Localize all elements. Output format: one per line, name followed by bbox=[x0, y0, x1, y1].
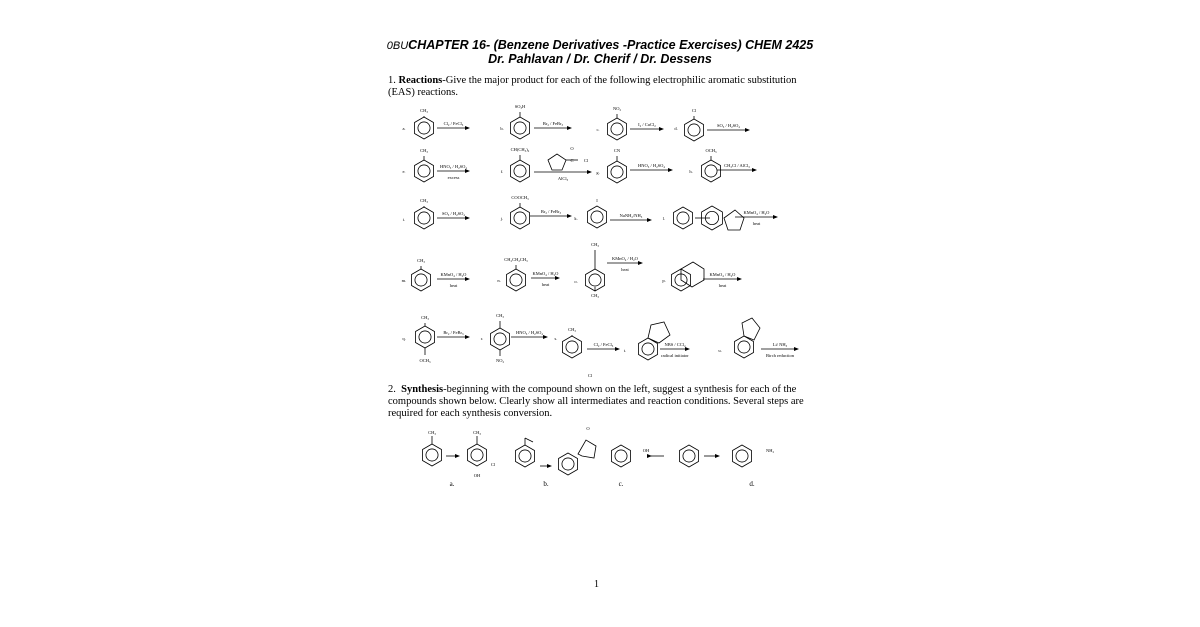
reaction-k-ring bbox=[588, 206, 607, 228]
q2-heading: Synthesis bbox=[401, 384, 444, 395]
aromatic-circle bbox=[688, 124, 700, 136]
reaction-r-reagent: HNO₃ / H₂SO₄ bbox=[516, 330, 543, 335]
aromatic-circle bbox=[514, 212, 526, 224]
reaction-d-substituent: Cl bbox=[691, 108, 697, 113]
ring-outline bbox=[416, 326, 435, 348]
reaction-p-letter: p. bbox=[662, 278, 666, 283]
reaction-q-ring bbox=[416, 326, 435, 348]
reaction-u-ring bbox=[735, 336, 754, 358]
arrow-head bbox=[615, 347, 620, 351]
reaction-u-letter: u. bbox=[718, 348, 722, 353]
arrow-head bbox=[638, 261, 643, 265]
reaction-a-reagent: Cl₂ / FeCl₃ bbox=[443, 121, 464, 126]
reaction-q-substituent: CH₃ bbox=[421, 315, 429, 320]
synthesis-a-start-substituent: CH₃ bbox=[428, 430, 436, 435]
synthesis-d-arrow bbox=[704, 454, 720, 458]
reaction-t-letter: t. bbox=[623, 348, 627, 353]
q1-number: 1. bbox=[388, 75, 396, 86]
arrow-head bbox=[668, 168, 673, 172]
reaction-f-ring bbox=[511, 160, 530, 182]
reaction-h-ring bbox=[702, 160, 721, 182]
synthesis-letter-b: b. bbox=[543, 480, 549, 488]
reaction-h-letter: h. bbox=[689, 169, 693, 174]
reaction-t-arrow bbox=[660, 347, 690, 351]
arrow-head bbox=[715, 454, 720, 458]
reaction-d-ring bbox=[685, 119, 704, 141]
reaction-j-ring bbox=[511, 207, 530, 229]
reaction-p-reagent: KMnO₄ / H₂O bbox=[709, 272, 736, 277]
aromatic-circle bbox=[642, 343, 654, 355]
reaction-g-substituent: CN bbox=[613, 148, 621, 153]
aromatic-circle bbox=[677, 212, 689, 224]
reaction-f-cyclopentane bbox=[548, 154, 566, 170]
reaction-b-ring bbox=[511, 117, 530, 139]
ring-outline bbox=[468, 444, 487, 466]
title-prefix: 0BU bbox=[386, 40, 409, 52]
reaction-a-substituent: CH₃ bbox=[420, 108, 428, 113]
arrow-head bbox=[647, 218, 652, 222]
ring-outline bbox=[516, 445, 535, 467]
reaction-o-bottom-substituent: CH₃ bbox=[591, 293, 599, 298]
arrow-head bbox=[659, 127, 664, 131]
reaction-g-letter: g. bbox=[596, 170, 600, 175]
reaction-g-ring bbox=[608, 161, 627, 183]
aromatic-circle bbox=[419, 331, 431, 343]
aromatic-circle bbox=[426, 449, 438, 461]
arrow-head bbox=[685, 347, 690, 351]
synthesis-b-norbornene bbox=[578, 440, 596, 458]
aromatic-circle bbox=[705, 165, 717, 177]
reaction-r-ring bbox=[491, 328, 510, 350]
q2-number: 2. bbox=[388, 384, 396, 395]
reaction-r-arrow bbox=[511, 335, 548, 339]
reaction-d-letter: d. bbox=[674, 126, 678, 131]
reaction-j-arrow bbox=[530, 214, 572, 218]
reaction-m-substituent: CH₃ bbox=[417, 258, 425, 263]
reaction-s-ring bbox=[563, 336, 582, 358]
reaction-f-arrow bbox=[534, 170, 592, 174]
ring-outline bbox=[559, 453, 578, 475]
reaction-p-arrow bbox=[703, 277, 742, 281]
arrow-head bbox=[773, 215, 778, 219]
reaction-q-letter: q. bbox=[402, 336, 406, 341]
reaction-f-letter: f. bbox=[500, 169, 504, 174]
synthesis-a-arrow bbox=[446, 454, 460, 458]
aromatic-circle bbox=[562, 458, 574, 470]
aromatic-circle bbox=[514, 165, 526, 177]
reaction-g-arrow bbox=[630, 168, 673, 172]
reaction-u-fused-ring bbox=[742, 318, 760, 340]
reaction-q-bottom-substituent: OCH₃ bbox=[419, 358, 431, 363]
reaction-s-arrow bbox=[587, 347, 620, 351]
reaction-s-chloride: Cl bbox=[587, 373, 593, 378]
reaction-l-condition: heat bbox=[752, 221, 761, 226]
ring-outline bbox=[511, 207, 530, 229]
reaction-i-reagent: SO₃ / H₂SO₄ bbox=[442, 211, 465, 216]
reaction-e-substituent: CH₃ bbox=[420, 148, 428, 153]
reaction-p-fused-ring bbox=[681, 262, 704, 287]
synthesis-b-arrow bbox=[540, 464, 552, 468]
reaction-h-arrow bbox=[717, 168, 757, 172]
q1-text: -Give the major product for each of the following electrophilic aromatic substitution (EAS) reactions. bbox=[388, 75, 797, 98]
cyclopentane-ring bbox=[724, 210, 744, 230]
ring-outline bbox=[511, 117, 530, 139]
ring-outline bbox=[612, 445, 631, 467]
reaction-c-ring bbox=[608, 118, 627, 140]
q1-heading: Reactions bbox=[398, 75, 443, 86]
reaction-m-letter: m. bbox=[401, 278, 407, 283]
arrow-head bbox=[752, 168, 757, 172]
arrow-head bbox=[543, 335, 548, 339]
reaction-o-reagent: KMnO₄ / H₂O bbox=[612, 256, 638, 261]
reaction-u-condition: Birch reduction bbox=[765, 353, 795, 358]
synthesis-d-amine: NH₂ bbox=[765, 448, 775, 453]
reaction-u-reagent: Li/ NH₃ bbox=[772, 342, 788, 347]
title-text: CHAPTER 16- (Benzene Derivatives -Practice Exercises) CHEM 2425 bbox=[408, 38, 814, 52]
reaction-j-reagent: Br₂ / FeBr₃ bbox=[540, 209, 562, 214]
aromatic-circle bbox=[591, 211, 603, 223]
arrow-head bbox=[465, 277, 470, 281]
synthesis-letter-c: c. bbox=[618, 480, 624, 488]
synthesis-a-target-substituent: CH₃ bbox=[473, 430, 481, 435]
reaction-n-ring bbox=[507, 269, 526, 291]
synthesis-a-start-ring bbox=[423, 444, 442, 466]
reaction-e-arrow bbox=[437, 169, 470, 173]
ring-outline bbox=[511, 160, 530, 182]
aromatic-circle bbox=[415, 274, 427, 286]
reaction-t-condition: radical initiator bbox=[661, 353, 689, 358]
reaction-q-reagent: Br₂ / FeBr₃ bbox=[443, 330, 464, 335]
reaction-b-letter: b. bbox=[500, 126, 504, 131]
aromatic-circle bbox=[611, 123, 623, 135]
ring-outline bbox=[491, 328, 510, 350]
reaction-l-ring bbox=[674, 207, 693, 229]
reaction-o-arrow bbox=[607, 261, 643, 265]
arrow-head bbox=[794, 347, 799, 351]
reaction-m-reagent: KMnO₄ / H₂O bbox=[440, 272, 467, 277]
ring-outline bbox=[563, 336, 582, 358]
authors-line: Dr. Pahlavan / Dr. Cherif / Dr. Dessens bbox=[488, 52, 712, 66]
reaction-k-substituent: I bbox=[596, 198, 598, 203]
reaction-l-reagent: KMnO₄ / H₂O bbox=[743, 210, 770, 215]
page-number: 1 bbox=[594, 579, 599, 590]
synthesis-a-hydroxyl: OH bbox=[473, 473, 481, 478]
reaction-b-arrow bbox=[534, 126, 572, 130]
reaction-s-letter: s. bbox=[554, 336, 558, 341]
ring-outline bbox=[415, 160, 434, 182]
aromatic-circle bbox=[738, 341, 750, 353]
arrow-head bbox=[465, 126, 470, 130]
reaction-i-substituent: CH₃ bbox=[420, 198, 428, 203]
arrow-head bbox=[567, 214, 572, 218]
reaction-o-substituent: CH₃ bbox=[591, 242, 599, 247]
aromatic-circle bbox=[736, 450, 748, 462]
aromatic-circle bbox=[519, 450, 531, 462]
ring-outline bbox=[507, 269, 526, 291]
reaction-i-arrow bbox=[437, 216, 470, 220]
synthesis-a-target-ring bbox=[468, 444, 487, 466]
arrow-head bbox=[555, 276, 560, 280]
aromatic-circle bbox=[566, 341, 578, 353]
synthesis-a-chloride: Cl bbox=[490, 462, 496, 467]
ring-outline bbox=[415, 117, 434, 139]
ring-outline bbox=[735, 336, 754, 358]
reaction-n-letter: n. bbox=[497, 278, 501, 283]
synthesis-c-phenol-ring bbox=[612, 445, 631, 467]
aromatic-circle bbox=[418, 212, 430, 224]
reaction-k-arrow bbox=[610, 218, 652, 222]
ring-outline bbox=[702, 160, 721, 182]
reaction-m-condition: heat bbox=[449, 283, 458, 288]
reaction-g-reagent: HNO₃ / H₂SO₄ bbox=[638, 163, 665, 168]
reaction-f-carbonyl-o: O bbox=[570, 146, 574, 151]
ring-outline bbox=[412, 269, 431, 291]
ring-outline bbox=[608, 161, 627, 183]
arrow-head bbox=[737, 277, 742, 281]
reaction-n-condition: heat bbox=[541, 282, 550, 287]
reaction-f-carbonyl-c: C bbox=[570, 158, 574, 163]
arrow-head bbox=[465, 335, 470, 339]
synthesis-letter-a: a. bbox=[449, 480, 455, 488]
reaction-r-bottom-substituent: NO₂ bbox=[495, 358, 505, 363]
reaction-j-substituent: COOCH₃ bbox=[511, 195, 529, 200]
aromatic-circle bbox=[615, 450, 627, 462]
reaction-n-substituent: CH₂CH₂CH₃ bbox=[504, 257, 528, 262]
ring-outline bbox=[674, 207, 693, 229]
aromatic-circle bbox=[418, 165, 430, 177]
reaction-d-reagent: SO₃ / H₂SO₄ bbox=[717, 123, 740, 128]
reaction-p-condition: heat bbox=[718, 283, 727, 288]
arrow-head bbox=[647, 454, 652, 458]
synthesis-b-start-ring bbox=[516, 445, 535, 467]
reaction-m-ring bbox=[412, 269, 431, 291]
reaction-e-reagent: HNO₃ / H₂SO₄ bbox=[440, 164, 467, 169]
reaction-e-ring bbox=[415, 160, 434, 182]
synthesis-b-target-ring bbox=[559, 453, 578, 475]
arrow-head bbox=[465, 216, 470, 220]
reaction-s-reagent: Cl₂ / FeCl₃ bbox=[593, 342, 614, 347]
reaction-k-letter: k. bbox=[574, 216, 578, 221]
synthesis-c-arrow bbox=[647, 454, 664, 458]
reaction-e-condition: excess bbox=[447, 175, 460, 180]
reaction-c-reagent: I₂ / CuCl₂ bbox=[638, 122, 656, 127]
arrow-head bbox=[465, 169, 470, 173]
reaction-j-letter: j. bbox=[500, 216, 504, 221]
reaction-a-letter: a. bbox=[402, 126, 406, 131]
synthesis-benzene-ring bbox=[680, 445, 699, 467]
ring-outline bbox=[685, 119, 704, 141]
reaction-r-substituent: CH₃ bbox=[496, 313, 504, 318]
aromatic-circle bbox=[683, 450, 695, 462]
ring-outline bbox=[423, 444, 442, 466]
reaction-f-chloride: Cl bbox=[583, 158, 589, 163]
ring-outline bbox=[733, 445, 752, 467]
q2-text: -beginning with the compound shown on the left, suggest a synthesis for each of the compounds shown below. Clearly show all intermediates and reaction conditions. Several steps are required for each synthesis conversion. bbox=[388, 384, 804, 419]
aromatic-circle bbox=[510, 274, 522, 286]
reaction-o-letter: o. bbox=[574, 279, 578, 284]
aromatic-circle bbox=[611, 166, 623, 178]
reaction-m-arrow bbox=[437, 277, 470, 281]
reaction-a-ring bbox=[415, 117, 434, 139]
arrow-head bbox=[587, 170, 592, 174]
arrow-head bbox=[567, 126, 572, 130]
aromatic-circle bbox=[589, 274, 601, 286]
reaction-i-letter: i. bbox=[402, 217, 406, 222]
aromatic-circle bbox=[418, 122, 430, 134]
reaction-i-ring bbox=[415, 207, 434, 229]
reaction-o-condition: heat bbox=[621, 267, 629, 272]
aromatic-circle bbox=[514, 122, 526, 134]
reaction-c-substituent: NO₂ bbox=[612, 106, 622, 111]
reaction-n-arrow bbox=[531, 276, 560, 280]
reaction-b-substituent: SO₃H bbox=[514, 104, 526, 109]
arrow-head bbox=[455, 454, 460, 458]
reaction-b-reagent: Br₂ / FeBr₃ bbox=[542, 121, 564, 126]
reaction-t-fused-ring bbox=[648, 322, 670, 343]
reaction-e-letter: e. bbox=[402, 169, 406, 174]
synthesis-b-ethyl-bond-2 bbox=[525, 438, 533, 442]
ring-outline bbox=[415, 207, 434, 229]
reaction-n-reagent: KMnO₄ / H₂O bbox=[532, 271, 559, 276]
reaction-l-letter: l. bbox=[662, 216, 666, 221]
reaction-r-letter: r. bbox=[480, 336, 484, 341]
aromatic-circle bbox=[471, 449, 483, 461]
ring-outline bbox=[608, 118, 627, 140]
reaction-h-substituent: OCH₃ bbox=[705, 148, 717, 153]
reaction-c-arrow bbox=[630, 127, 664, 131]
ring-outline bbox=[680, 445, 699, 467]
arrow-head bbox=[547, 464, 552, 468]
reaction-q-arrow bbox=[437, 335, 470, 339]
ring-outline bbox=[588, 206, 607, 228]
synthesis-letter-d: d. bbox=[749, 480, 755, 488]
aromatic-circle bbox=[494, 333, 506, 345]
synthesis-d-aniline-ring bbox=[733, 445, 752, 467]
reaction-d-arrow bbox=[707, 128, 750, 132]
reaction-c-letter: c. bbox=[596, 127, 600, 132]
synthesis-b-oxygen: O bbox=[586, 426, 590, 431]
reaction-k-reagent: NaNH₂/NH₃ bbox=[619, 213, 643, 218]
reaction-f-substituent: CH(CH₃)₂ bbox=[510, 147, 530, 152]
reaction-a-arrow bbox=[437, 126, 470, 130]
synthesis-c-hydroxyl: OH bbox=[642, 448, 650, 453]
reaction-f-condition: AlCl₃ bbox=[557, 176, 569, 181]
reaction-u-arrow bbox=[761, 347, 799, 351]
arrow-head bbox=[745, 128, 750, 132]
reaction-s-substituent: CH₃ bbox=[568, 327, 576, 332]
reaction-t-reagent: NBS / CCl₄ bbox=[664, 342, 686, 347]
reaction-h-reagent: CH₃Cl / AlCl₃ bbox=[724, 163, 750, 168]
